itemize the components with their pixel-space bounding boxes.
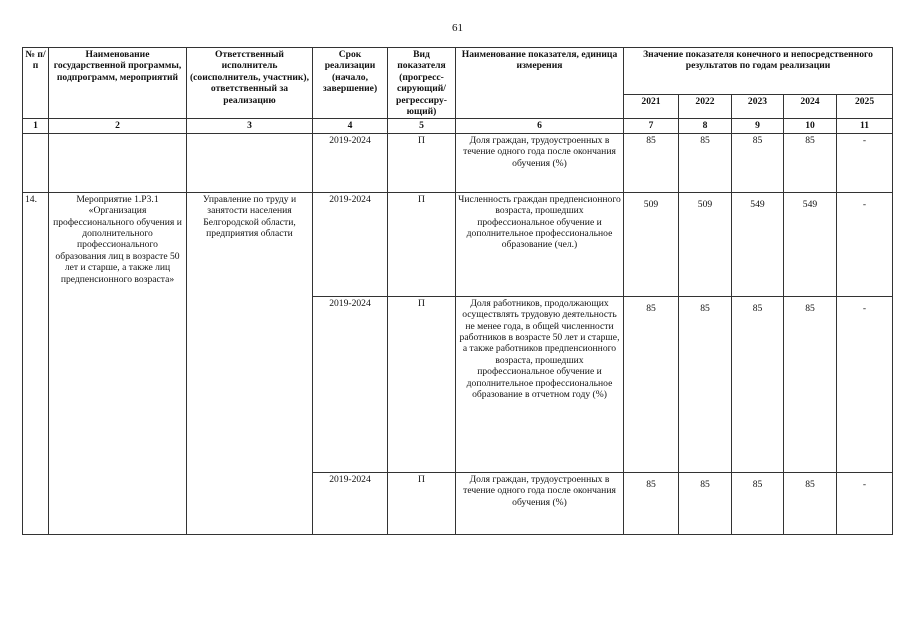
- row-value: -: [837, 472, 893, 534]
- column-number: 7: [624, 119, 679, 133]
- row-value: -: [837, 296, 893, 472]
- column-number: 6: [456, 119, 624, 133]
- row-indicator: Доля граждан, трудоустроенных в течение одного года после окончания обучения (%): [456, 472, 624, 534]
- row-value: 85: [784, 296, 837, 472]
- header-name: Наименование государственной программы, подпрограмм, мероприятий: [49, 48, 187, 119]
- row-value: 85: [679, 296, 732, 472]
- page-number: 61: [452, 22, 463, 34]
- header-year: 2025: [837, 94, 893, 119]
- row-value: -: [837, 133, 893, 192]
- column-number-row: [23, 119, 893, 133]
- row-type: П: [388, 192, 456, 296]
- row-value: 85: [732, 296, 784, 472]
- row-value: -: [837, 192, 893, 296]
- column-number: 5: [388, 119, 456, 133]
- column-number: 9: [732, 119, 784, 133]
- header-type: Вид показателя (прогресс-сирующий/ регрессиру-ющий): [388, 48, 456, 119]
- header-num: № п/п: [23, 48, 49, 119]
- header-values-title: Значение показателя конечного и непосредственного результатов по годам реализации: [624, 48, 893, 95]
- row-type: П: [388, 133, 456, 192]
- program-indicators-table: [22, 47, 893, 535]
- header-indicator: Наименование показателя, единица измерения: [456, 48, 624, 119]
- row-term: 2019-2024: [313, 472, 388, 534]
- row-value: 85: [784, 472, 837, 534]
- column-number: 4: [313, 119, 388, 133]
- row-term: 2019-2024: [313, 133, 388, 192]
- header-term: Срок реализации (начало, завершение): [313, 48, 388, 119]
- row-type: П: [388, 296, 456, 472]
- column-number: 10: [784, 119, 837, 133]
- row-type: П: [388, 472, 456, 534]
- row-indicator: Доля граждан, трудоустроенных в течение одного года после окончания обучения (%): [456, 133, 624, 192]
- header-year: 2022: [679, 94, 732, 119]
- column-number: 2: [49, 119, 187, 133]
- row-name: Мероприятие 1.Р3.1 «Организация профессионального обучения и дополнительного профессионального образования лиц в возрасте 50 лет и старше, а также лиц предпенсионного возраста»: [49, 192, 187, 534]
- header-row: [23, 48, 893, 95]
- row-value: 549: [784, 192, 837, 296]
- row-responsible: Управление по труду и занятости населения Белгородской области, предприятия области: [187, 192, 313, 534]
- row-responsible: [187, 133, 313, 192]
- row-num: 14.: [23, 192, 49, 534]
- row-value: 549: [732, 192, 784, 296]
- row-term: 2019-2024: [313, 296, 388, 472]
- row-term: 2019-2024: [313, 192, 388, 296]
- row-value: 85: [732, 133, 784, 192]
- row-value: 85: [624, 472, 679, 534]
- row-value: 85: [784, 133, 837, 192]
- table-row: [23, 133, 893, 192]
- row-value: 85: [624, 296, 679, 472]
- header-year: 2023: [732, 94, 784, 119]
- row-name: [49, 133, 187, 192]
- column-number: 3: [187, 119, 313, 133]
- header-year: 2021: [624, 94, 679, 119]
- column-number: 8: [679, 119, 732, 133]
- column-number: 1: [23, 119, 49, 133]
- row-value: 509: [624, 192, 679, 296]
- row-num: [23, 133, 49, 192]
- row-indicator: Численность граждан предпенсионного возраста, прошедших профессиональное обучение и дополнительное профессиональное образование (чел.): [456, 192, 624, 296]
- row-value: 85: [624, 133, 679, 192]
- column-number: 11: [837, 119, 893, 133]
- row-value: 85: [679, 472, 732, 534]
- row-value: 509: [679, 192, 732, 296]
- row-value: 85: [679, 133, 732, 192]
- row-value: 85: [732, 472, 784, 534]
- row-indicator: Доля работников, продолжающих осуществлять трудовую деятельность не менее года, в общей численности работников в возрасте 50 лет и старше, а также работников предпенсионного возраста, прошедших профессиональное обучение и дополнительное профессиональное образование в отчетном году (%): [456, 296, 624, 472]
- header-year: 2024: [784, 94, 837, 119]
- table-row: [23, 192, 893, 296]
- header-responsible: Ответственный исполнитель (соисполнитель, участник), ответственный за реализацию: [187, 48, 313, 119]
